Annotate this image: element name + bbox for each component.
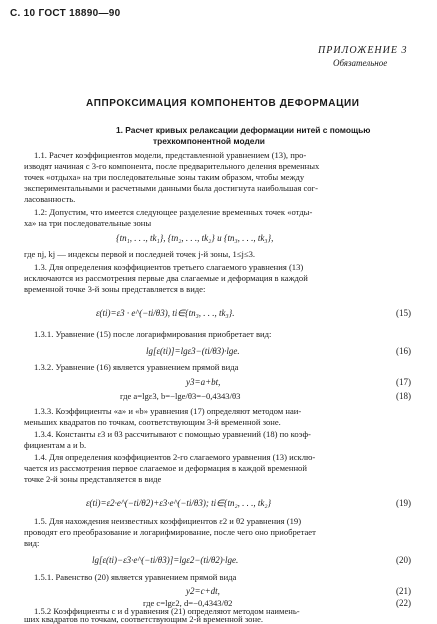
para-1-4-line-3: точке 2-й зоны представляется в виде bbox=[24, 474, 162, 484]
equation-18-number: (18) bbox=[396, 391, 411, 401]
para-1-2-line-1: 1.2: Допустим, что имеется следующее разделение временных точек «отды- bbox=[34, 207, 313, 217]
para-1-3-3-line-2: меньших квадратов по точкам, соответствующим 3-й временной зоне. bbox=[24, 417, 281, 427]
indices-note: где nj, kj — индексы первой и последней точек j-й зоны, 1≤j≤3. bbox=[24, 249, 256, 259]
equation-22-number: (22) bbox=[396, 598, 411, 608]
equation-18: где a=lgε3, b=−lge/θ3=−0,4343/θ3 bbox=[120, 391, 241, 401]
equation-19-number: (19) bbox=[396, 498, 411, 508]
para-1-3-2: 1.3.2. Уравнение (16) является уравнением прямой вида bbox=[34, 362, 239, 372]
equation-16: lg[ε(ti)]=lgε3−(ti/θ3)·lge. bbox=[146, 346, 240, 356]
equation-15-number: (15) bbox=[396, 308, 411, 318]
equation-19: ε(ti)=ε2·e^(−ti/θ2)+ε3·e^(−ti/θ3); ti∈{tn₂, . . ., tk₂} bbox=[86, 498, 272, 508]
para-1-3-1: 1.3.1. Уравнение (15) после логарифмирования приобретает вид: bbox=[34, 329, 272, 339]
zones-formula: {tn₁, . . ., tk₁}, {tn₂, . . ., tk₂} и {tn₃, . . ., tk₃}, bbox=[116, 233, 274, 243]
equation-22: где c=lgε2, d=−0,4343/θ2 bbox=[143, 598, 233, 608]
equation-15: ε(ti)=ε3 · e^(−ti/θ3), ti∈{tn₃, . . ., tk₃}. bbox=[96, 308, 235, 318]
para-1-1-line-4: экспериментальными и расчетными данными была достигнута наибольшая сог- bbox=[24, 183, 318, 193]
para-1-1-line-2: изводят начиная с 3-го компонента, после предварительного деления временных bbox=[24, 161, 320, 171]
para-1-5-1: 1.5.1. Равенство (20) является уравнением прямой вида bbox=[34, 572, 237, 582]
para-1-1-line-3: точек «отдыха» на три последовательные зоны таким образом, чтобы между bbox=[24, 172, 305, 182]
para-1-5-line-1: 1.5. Для нахождения неизвестных коэффициентов ε2 и θ2 уравнения (19) bbox=[34, 516, 302, 526]
para-1-3-4-line-1: 1.3.4. Константы ε3 и θ3 рассчитывают с помощью уравнений (18) по коэф- bbox=[34, 429, 311, 439]
para-1-3-line-1: 1.3. Для определения коэффициентов третьего слагаемого уравнения (13) bbox=[34, 262, 304, 272]
para-1-4-line-1: 1.4. Для определения коэффициентов 2-го слагаемого уравнения (13) исклю- bbox=[34, 452, 316, 462]
equation-16-number: (16) bbox=[396, 346, 411, 356]
para-1-3-4-line-2: фициентам a и b. bbox=[24, 440, 87, 450]
para-1-1-line-1: 1.1. Расчет коэффициентов модели, представленной уравнением (13), про- bbox=[34, 150, 307, 160]
equation-17: y3=a+bt, bbox=[186, 377, 221, 387]
para-1-3-3-line-1: 1.3.3. Коэффициенты «a» и «b» уравнения (17) определяют методом наи- bbox=[34, 406, 302, 416]
para-1-5-line-3: вид: bbox=[24, 538, 40, 548]
subsection-title-line-2: трехкомпонентной модели bbox=[153, 136, 265, 146]
page-header: С. 10 ГОСТ 18890—90 bbox=[10, 8, 121, 19]
para-1-3-line-2: исключаются из рассмотрения первые два слагаемые и деформация в каждой bbox=[24, 273, 308, 283]
para-1-5-2-line-1: 1.5.2 Коэффициенты c и d уравнения (21) определяют методом наимень- bbox=[34, 606, 300, 616]
equation-17-number: (17) bbox=[396, 377, 411, 387]
subsection-title-line-1: 1. Расчет кривых релаксации деформации нитей с помощью bbox=[116, 125, 371, 135]
para-1-4-line-2: чается из рассмотрения первое слагаемое и деформация в каждой временной bbox=[24, 463, 307, 473]
para-1-5-2-line-2: ших квадратов по точкам, соответствующим 2-й временной зоне. bbox=[24, 614, 264, 624]
para-1-5-line-2: проводят его преобразование и логарифмирование, после чего оно приобретает bbox=[24, 527, 316, 537]
equation-20: lg[ε(ti)−ε3·e^(−ti/θ3)]=lgε2−(ti/θ2)·lge. bbox=[92, 555, 239, 565]
equation-21: y2=c+dt, bbox=[186, 586, 220, 596]
section-title: АППРОКСИМАЦИЯ КОМПОНЕНТОВ ДЕФОРМАЦИИ bbox=[86, 98, 360, 109]
equation-20-number: (20) bbox=[396, 555, 411, 565]
appendix-title: ПРИЛОЖЕНИЕ 3 bbox=[318, 45, 408, 56]
para-1-1-line-5: ласованность. bbox=[24, 194, 76, 204]
appendix-status: Обязательное bbox=[333, 58, 388, 68]
para-1-3-line-3: временной точке 3-й зоны представляется в виде: bbox=[24, 284, 206, 294]
equation-21-number: (21) bbox=[396, 586, 411, 596]
para-1-2-line-2: ха» на три последовательные зоны bbox=[24, 218, 152, 228]
